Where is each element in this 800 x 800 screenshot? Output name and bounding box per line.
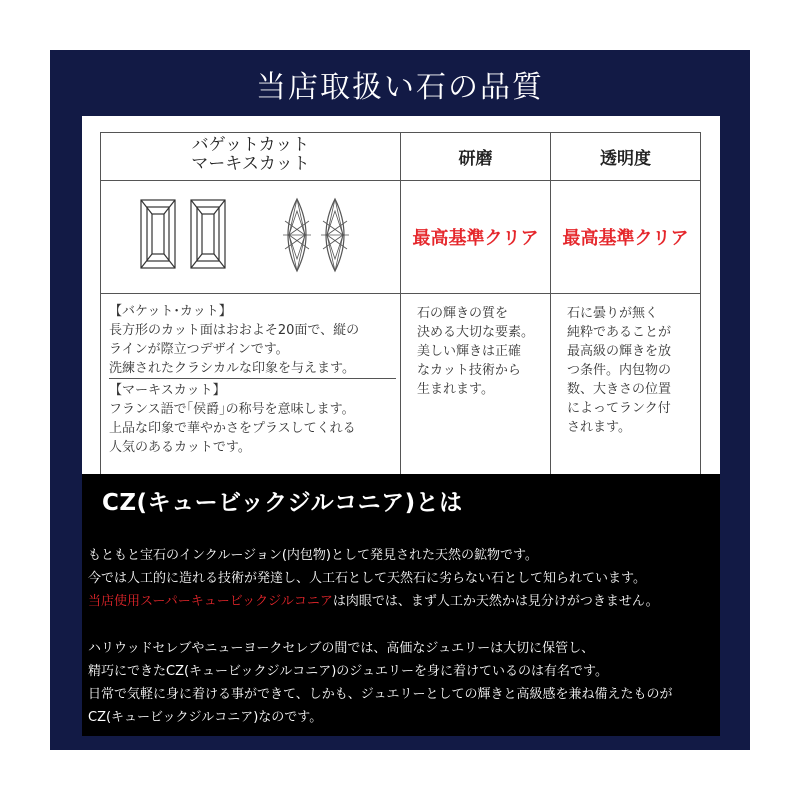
polish-desc-line: なカット技術から bbox=[417, 363, 521, 378]
page-title: 当店取扱い石の品質 bbox=[256, 70, 544, 105]
cut-header-marquise: マーキスカット bbox=[191, 154, 310, 174]
marquise-line: 人気のあるカットです。 bbox=[109, 440, 251, 455]
clarity-desc-line: 石に曇りが無く bbox=[567, 306, 659, 321]
cz-body bbox=[88, 544, 718, 729]
polish-desc-line: 生まれます。 bbox=[417, 382, 494, 397]
cz-line-rest: は肉眼では、まず人工か天然かは見分けがつきません。 bbox=[332, 594, 659, 609]
cut-header bbox=[101, 133, 401, 181]
polish-desc-line: 石の輝きの質を bbox=[417, 306, 509, 321]
cz-paragraph-line: 日常で気軽に身に着ける事ができて、しかも、ジュエリーとしての輝きと高級感を兼ね備えたものが bbox=[88, 687, 673, 702]
polish-description bbox=[401, 294, 551, 477]
clarity-description bbox=[551, 294, 701, 477]
baguette-line: ラインが際立つデザインです。 bbox=[109, 342, 289, 357]
marquise-line: 上品な印象で華やかさをプラスしてくれる bbox=[109, 421, 356, 436]
baguette-line: 洗練されたクラシカルな印象を与えます。 bbox=[109, 359, 396, 379]
cz-paragraph-line: 今では人工的に造れる技術が発達し、人工石として天然石に劣らない石として知られています。 bbox=[88, 571, 646, 586]
paragraph-gap bbox=[88, 613, 718, 637]
cut-image-cell bbox=[101, 181, 401, 294]
polish-grade: 最高基準クリア bbox=[401, 181, 551, 294]
cz-paragraph-line: ハリウッドセレブやニューヨークセレブの間では、高価なジュエリーは大切に保管し、 bbox=[88, 641, 595, 656]
cz-section bbox=[82, 474, 720, 736]
cz-paragraph-line: 精巧にできたCZ(キュービックジルコニア)のジュエリーを身に着けているのは有名です。 bbox=[88, 664, 608, 679]
polish-header: 研磨 bbox=[401, 133, 551, 181]
cut-diagrams bbox=[101, 181, 401, 289]
quality-table bbox=[100, 132, 701, 477]
baguette-line: 長方形のカット面はおおよそ20面で、縦の bbox=[109, 323, 360, 338]
clarity-desc-line: 純粋であることが bbox=[567, 325, 672, 340]
clarity-desc-line: 最高級の輝きを放 bbox=[567, 344, 672, 359]
clarity-desc-line: 数、大きさの位置 bbox=[567, 382, 672, 397]
marquise-heading: 【マーキスカット】 bbox=[109, 383, 226, 398]
cz-highlight: 当店使用スーパーキュービックジルコニア bbox=[88, 594, 333, 609]
cut-header-baguette: バゲットカット bbox=[191, 135, 310, 155]
polish-desc-line: 決める大切な要素。 bbox=[417, 325, 535, 340]
quality-panel bbox=[82, 116, 720, 520]
cz-paragraph-line: もともと宝石のインクルージョン(内包物)として発見された天然の鉱物です。 bbox=[88, 548, 538, 563]
quality-frame bbox=[50, 50, 750, 750]
clarity-desc-line: つ条件。内包物の bbox=[567, 363, 672, 378]
clarity-desc-line: されます。 bbox=[567, 420, 631, 435]
clarity-desc-line: によってランク付 bbox=[567, 401, 671, 416]
marquise-line: フランス語で｢侯爵｣の称号を意味します。 bbox=[109, 402, 355, 417]
baguette-cut-diagram bbox=[141, 200, 225, 268]
polish-desc-line: 美しい輝きは正確 bbox=[417, 344, 522, 359]
baguette-heading: 【バケット･カット】 bbox=[109, 304, 232, 319]
clarity-header: 透明度 bbox=[551, 133, 701, 181]
cz-title: CZ(キュービックジルコニア)とは bbox=[102, 490, 463, 516]
cut-description bbox=[101, 294, 401, 477]
clarity-grade: 最高基準クリア bbox=[551, 181, 701, 294]
marquise-cut-diagram bbox=[283, 199, 349, 271]
cz-paragraph-line: CZ(キュービックジルコニア)なのです。 bbox=[88, 710, 323, 725]
cz-paragraph-line bbox=[88, 590, 718, 613]
